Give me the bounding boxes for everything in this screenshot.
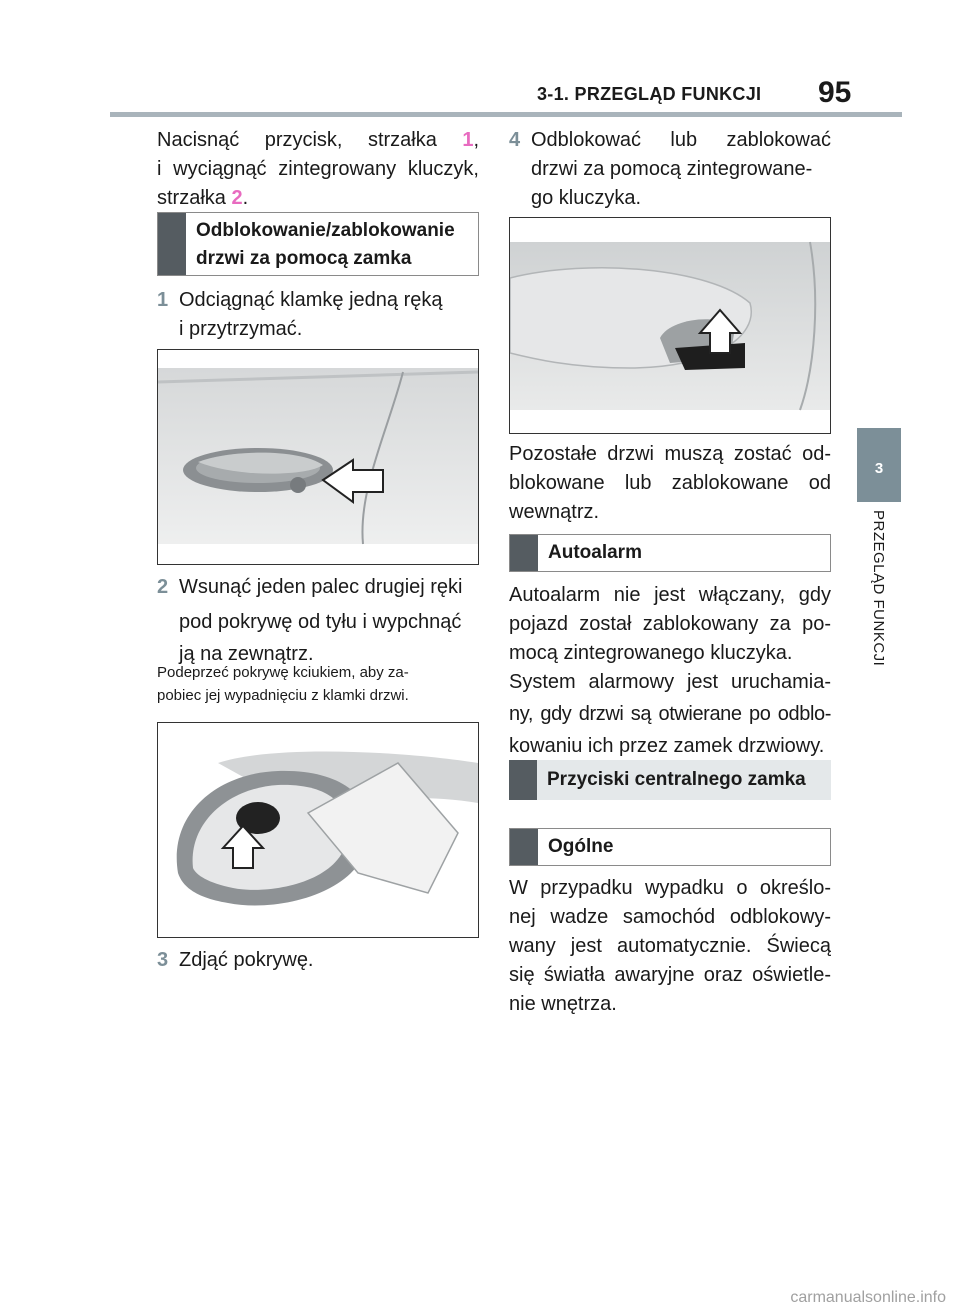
intro-text: strzałka — [157, 187, 232, 209]
section-bar — [509, 760, 537, 800]
chapter-tab-label: PRZEGLĄD FUNKCJI — [870, 510, 887, 667]
section-heading-text: Ogólne — [548, 836, 614, 857]
paragraph-alarm-system — [509, 668, 831, 761]
note-line: pobiec jej wypadnięciu z klamki drzwi. — [157, 687, 409, 704]
intro-text: , — [473, 129, 479, 151]
paragraph-line: ny, gdy drzwi są otwierane po odblo- — [509, 703, 831, 725]
section-heading-general — [509, 828, 831, 866]
intro-text: Nacisnąć przycisk, strzałka — [157, 129, 463, 151]
section-heading-text: Autoalarm — [548, 542, 642, 563]
arrow-marker-1: 1 — [462, 129, 474, 151]
section-heading-line: Odblokowanie/zablokowanie — [196, 220, 455, 241]
intro-line: i wyciągnąć zintegrowany kluczyk, — [157, 158, 479, 180]
step-1 — [157, 286, 479, 344]
paragraph-line: Autoalarm nie jest włączany, gdy — [509, 584, 831, 606]
arrow-marker-2: 2 — [231, 187, 243, 209]
step-3 — [157, 946, 479, 975]
section-heading-door-lock — [157, 212, 479, 276]
paragraph-line: kowaniu ich przez zamek drzwiowy. — [509, 735, 825, 757]
section-bar — [158, 213, 186, 275]
paragraph-line: nie wnętrza. — [509, 993, 617, 1015]
page-number: 95 — [818, 76, 852, 109]
step-4-text: drzwi za pomocą zintegrowane- — [531, 158, 813, 180]
paragraph-line: wewnątrz. — [509, 501, 600, 523]
note-line: Podeprzeć pokrywę kciukiem, aby za- — [157, 664, 409, 681]
section-heading-central-lock — [509, 760, 831, 800]
paragraph-line: System alarmowy jest uruchamia- — [509, 671, 831, 693]
paragraph-line: się światła awaryjne oraz oświetle- — [509, 964, 831, 986]
step-1-text: i przytrzymać. — [179, 318, 303, 340]
paragraph-line: wany jest automatycznie. Świecą — [509, 935, 831, 957]
paragraph-accident — [509, 874, 831, 1019]
section-bar — [510, 829, 538, 865]
step-4-number: 4 — [509, 129, 521, 151]
section-heading-line: drzwi za pomocą zamka — [196, 248, 412, 269]
section-heading-autoalarm — [509, 534, 831, 572]
paragraph-other-doors — [509, 440, 831, 527]
watermark-link[interactable]: carmanualsonline.info — [790, 1289, 946, 1306]
step-1-number: 1 — [157, 289, 169, 311]
step-4-text: Odblokować lub zablokować — [531, 129, 831, 151]
key-lock-drawing — [510, 218, 830, 433]
intro-text: . — [242, 187, 249, 209]
header-rule — [110, 112, 902, 117]
step-2-number: 2 — [157, 576, 169, 598]
section-title: 3-1. PRZEGLĄD FUNKCJI — [537, 84, 762, 104]
note — [157, 661, 479, 707]
illustration-key-in-lock — [509, 217, 831, 434]
step-3-text: Zdjąć pokrywę. — [179, 949, 314, 971]
step-3-number: 3 — [157, 949, 169, 971]
step-2-text: Wsunąć jeden palec drugiej ręki — [179, 576, 463, 598]
paragraph-line: blokowane lub zablokowane od — [509, 472, 831, 494]
illustration-door-handle — [157, 349, 479, 565]
paragraph-line: W przypadku wypadku o określo- — [509, 877, 831, 899]
paragraph-autoalarm — [509, 581, 831, 668]
paragraph-line: pojazd został zablokowany za po- — [509, 613, 831, 635]
section-heading-text: Przyciski centralnego zamka — [547, 769, 806, 790]
door-handle-drawing — [158, 350, 478, 564]
handle-cover-drawing — [158, 723, 478, 937]
chapter-tab-number: 3 — [874, 460, 884, 477]
step-4-text: go kluczyka. — [531, 187, 642, 209]
paragraph-line: nej wadze samochód odblokowy- — [509, 906, 831, 928]
paragraph-line: Pozostałe drzwi muszą zostać od- — [509, 443, 831, 465]
step-2-text: ją na zewnątrz. — [179, 643, 314, 665]
section-heading-text — [186, 213, 465, 275]
step-2-text: pod pokrywę od tyłu i wypchnąć — [179, 611, 462, 633]
section-bar — [510, 535, 538, 571]
intro-paragraph — [157, 126, 479, 213]
illustration-handle-cover — [157, 722, 479, 938]
paragraph-line: mocą zintegrowanego kluczyka. — [509, 642, 793, 664]
step-1-text: Odciągnąć klamkę jedną ręką — [179, 289, 443, 311]
step-2 — [157, 573, 479, 669]
intro-line — [157, 126, 479, 155]
step-4 — [509, 126, 831, 213]
intro-line — [157, 184, 479, 213]
